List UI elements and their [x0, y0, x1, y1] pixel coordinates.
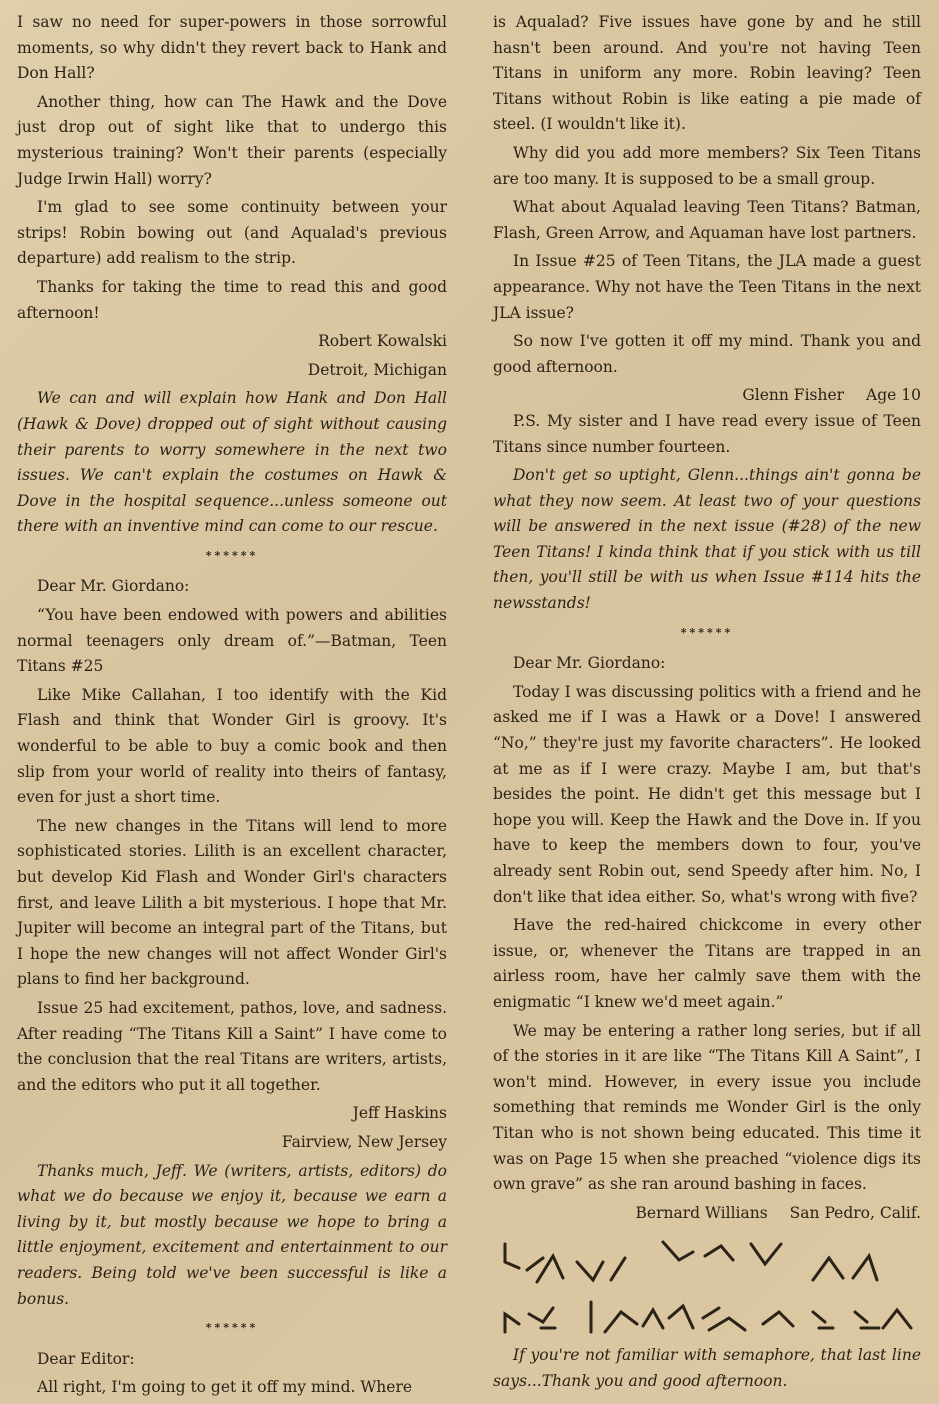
- letter-text: So now I've gotten it off my mind. Thank you and good afternoon.: [493, 332, 921, 376]
- letter-text: The new changes in the Titans will lend to more sophisticated stories. Lilith is an excellent character, but develop Kid Flash and Wonder Girl's characters first, and leave Lilith a bit mysterious. I hope that Mr. Jupiter will become an integral part of the Titans, but I hope the new changes will not affect Wonder Girl's plans to find her background.: [17, 816, 447, 989]
- signature-name: Glenn Fisher: [742, 386, 845, 405]
- signature-name: Bernard Willians: [635, 1203, 768, 1222]
- separator-stars: ******: [680, 625, 734, 639]
- salutation: Dear Mr. Giordano:: [37, 577, 190, 596]
- signature-place: San Pedro, Calif.: [789, 1203, 921, 1222]
- signature-age: Age 10: [866, 386, 921, 405]
- letter-text: Have the red-haired chickcome in every other issue, or, whenever the Titans are trapped in an airless room, have her calmly save them with the enigmatic “I knew we'd meet again.”: [493, 916, 921, 1011]
- letter-text: Thanks for taking the time to read this and good afternoon!: [17, 277, 447, 322]
- letter-text: In Issue #25 of Teen Titans, the JLA made a guest appearance. Why not have the Teen Titans in the next JLA issue?: [493, 252, 921, 322]
- signature-line: [493, 1201, 921, 1227]
- letter-text: All right, I'm going to get it off my mind. Where: [37, 1378, 413, 1397]
- editor-reply: If you're not familiar with semaphore, that last line says...Thank you and good afternoon.: [493, 1346, 921, 1390]
- salutation: Dear Mr. Giordano:: [513, 654, 666, 673]
- signature-place: Detroit, Michigan: [307, 360, 447, 379]
- letter-text: Like Mike Callahan, I too identify with the Kid Flash and think that Wonder Girl is groovy. It's wonderful to be able to buy a comic book and then slip from your world of reality into theirs of fantasy, even for just a short time.: [17, 685, 447, 807]
- signature-name: Robert Kowalski: [318, 332, 447, 351]
- letter-text: Another thing, how can The Hawk and the Dove just drop out of sight like that to undergo this mysterious training? Won't their parents (especially Judge Irwin Hall) worry?: [17, 92, 447, 188]
- postscript: P.S. My sister and I have read every issue of Teen Titans since number fourteen.: [493, 411, 921, 456]
- signature-name: Jeff Haskins: [352, 1104, 447, 1123]
- left-column: [17, 10, 447, 1404]
- letter-text: Today I was discussing politics with a friend and he asked me if I was a Hawk or a Dove! I answered “No,” they're just my favorite characters”. He looked at me as if I were crazy. Maybe I am, but that's besides the point. He didn't get this message but I hope you will. Keep the Hawk and the Dove in. If you have to keep the members down to four, you've already sent Robin out, send Speedy after him. No, I don't like that idea either. So, what's wrong with five?: [493, 682, 921, 906]
- letter-text: What about Aqualad leaving Teen Titans? Batman, Flash, Green Arrow, and Aquaman have lost partners.: [493, 198, 921, 242]
- letter-text: Issue 25 had excitement, pathos, love, and sadness. After reading “The Titans Kill a Saint” I have come to the conclusion that the real Titans are writers, artists, and the editors who put it all together.: [17, 998, 447, 1094]
- separator-stars: ******: [205, 1321, 259, 1335]
- letter-text: We may be entering a rather long series, but if all of the stories in it are like “The Titans Kill A Saint”, I won't mind. However, in every issue you include something that reminds me Wonder Girl is the only Titan who is not shown being educated. This time it was on Page 15 when she preached “violence digs its own grave” as she ran around bashing in faces.: [493, 1021, 921, 1194]
- separator-stars: ******: [205, 548, 259, 562]
- salutation: Dear Editor:: [37, 1349, 135, 1368]
- signature-place: Fairview, New Jersey: [281, 1132, 447, 1151]
- right-column: [493, 10, 921, 1398]
- editor-reply: Don't get so uptight, Glenn...things ain't gonna be what they now seem. At least two of your questions will be answered in the next issue (#28) of the new Teen Titans! I kinda think that if you stick with us till then, you'll still be with us when Issue #114 hits the newsstands!: [493, 466, 921, 613]
- letter-text: “You have been endowed with powers and abilities normal teenagers only dream of.”—Batman, Teen Titans #25: [17, 606, 447, 676]
- editor-reply: We can and will explain how Hank and Don Hall (Hawk & Dove) dropped out of sight without causing their parents to worry somewhere in the next two issues. We can't explain the costumes on Hawk & Dove in the hospital sequence...unless someone out there with an inventive mind can come to our rescue.: [17, 389, 447, 536]
- signature-line: [493, 383, 921, 409]
- letter-text: is Aqualad? Five issues have gone by and he still hasn't been around. And you're not having Teen Titans in uniform any more. Robin leaving? Teen Titans without Robin is like eating a pie made of steel. (I wouldn't like it).: [493, 13, 921, 134]
- letter-text: I saw no need for super-powers in those sorrowful moments, so why didn't they revert back to Hank and Don Hall?: [17, 13, 447, 83]
- letter-text: Why did you add more members? Six Teen Titans are too many. It is supposed to be a small group.: [493, 143, 921, 188]
- letter-text: I'm glad to see some continuity between your strips! Robin bowing out (and Aqualad's previous departure) add realism to the strip.: [17, 198, 447, 268]
- semaphore-icon: [493, 1232, 921, 1337]
- editor-reply: Thanks much, Jeff. We (writers, artists, editors) do what we do because we enjoy it, because we earn a living by it, but mostly because we hope to bring a little enjoyment, excitement and entertainment to our readers. Being told we've been successful is like a bonus.: [17, 1161, 447, 1308]
